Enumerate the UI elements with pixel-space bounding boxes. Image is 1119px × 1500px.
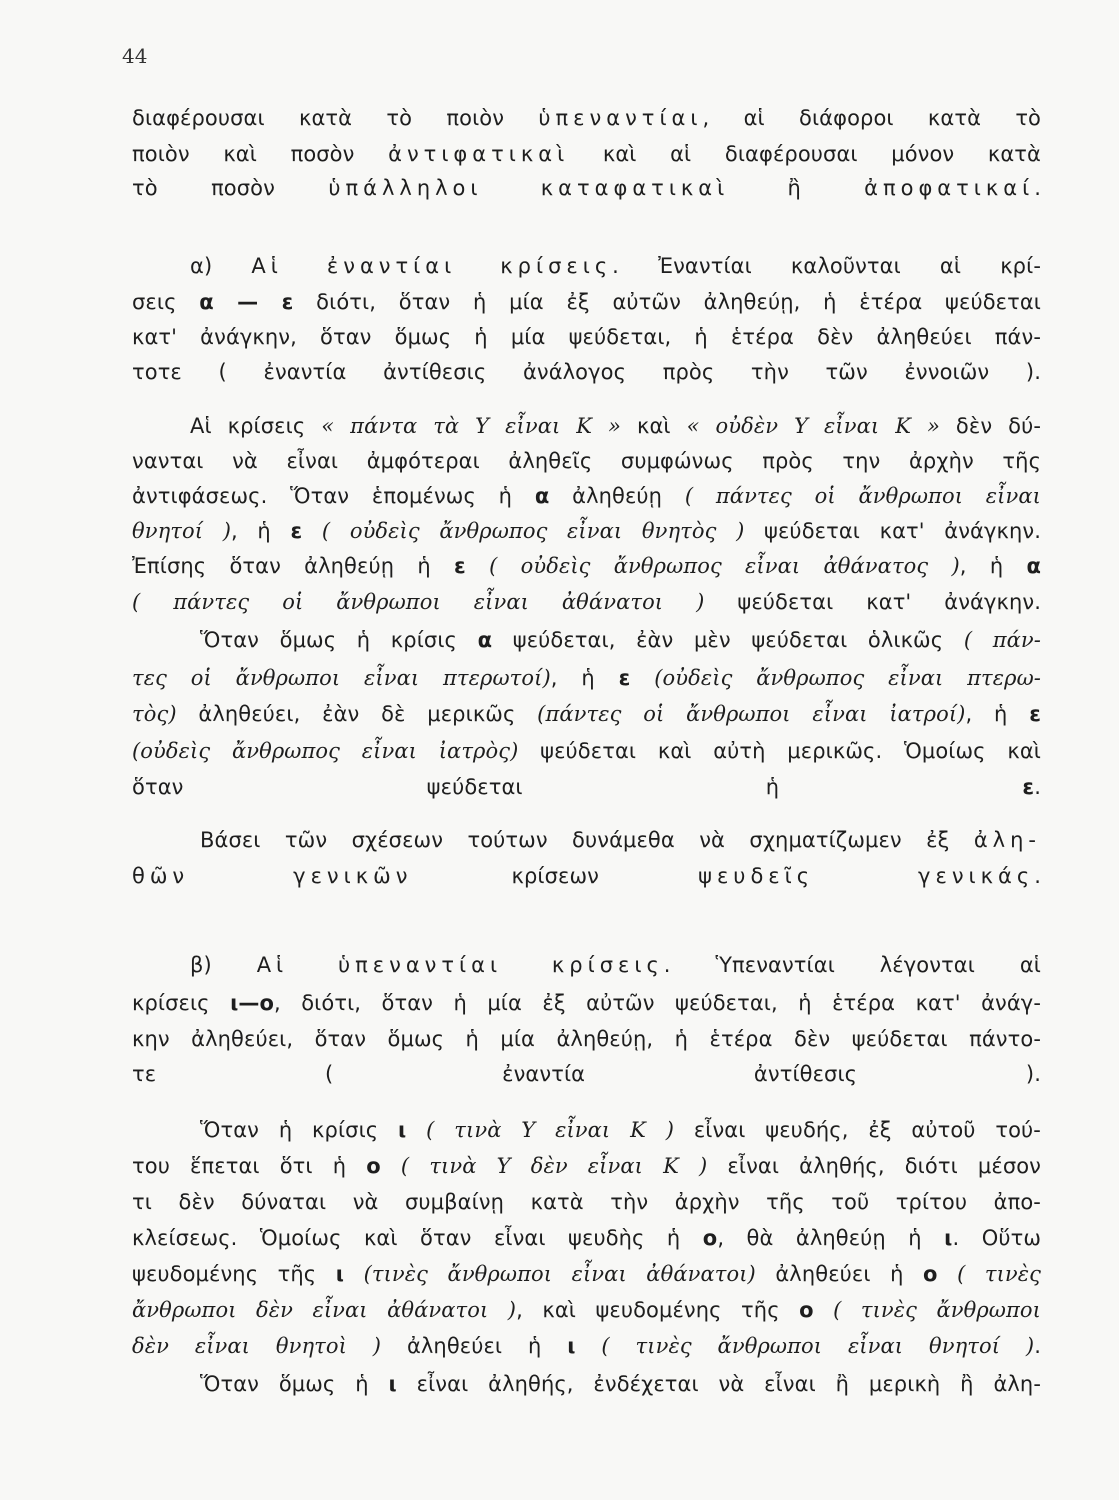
judgment-symbol: ε	[1029, 702, 1041, 726]
text-line	[132, 1224, 1041, 1252]
text-segment	[381, 1154, 401, 1178]
text-segment: β)	[190, 953, 257, 977]
text-segment: , αἱ διάφοροι κατὰ τὸ	[702, 106, 1042, 130]
judgment-symbol: ε	[1022, 775, 1035, 799]
text-segment: , διότι, ὅταν ἡ μία ἐξ αὐτῶν ψεύδεται, ἡ ἑτέρα κατ' ἀνάγ-	[274, 991, 1041, 1015]
spaced-term: ὑπάλληλοι καταφατικαὶ ἢ ἀποφατικαί	[328, 176, 1035, 200]
text-line	[200, 826, 1041, 854]
judgment-symbol: ι	[944, 1226, 953, 1250]
text-line	[132, 552, 1041, 580]
text-segment: εἶναι ἀληθής, διότι μέσον	[707, 1154, 1042, 1178]
text-segment: ἀντιφάσεως. Ὅταν ἑπομένως ἡ	[132, 484, 535, 508]
spaced-term: ψευδεῖς γενικάς	[698, 864, 1035, 888]
text-segment: τοτε ( ἐναντία ἀντίθεσις ἀνάλογος πρὸς τὴν τῶν ἐννοιῶν ).	[132, 360, 1041, 384]
text-segment	[938, 1262, 958, 1286]
text-line	[132, 1260, 1041, 1288]
italic-example: ( πάν-	[963, 628, 1041, 652]
spaced-term: Αἱ ἐναντίαι κρίσεις	[251, 254, 613, 278]
text-segment: Βάσει τῶν σχέσεων τούτων δυνάμεθα νὰ σχηματίζωμεν ἐξ	[200, 828, 974, 852]
judgment-symbol: ι—ο	[230, 991, 274, 1015]
text-segment: κατ' ἀνάγκην, ὅταν ὅμως ἡ μία ψεύδεται, ἡ ἑτέρα δὲν ἀληθεύει πάν-	[132, 325, 1041, 349]
text-segment: ψευδομένης τῆς	[132, 1262, 336, 1286]
text-segment: Αἱ κρίσεις	[190, 414, 322, 438]
text-segment: , ἡ	[550, 666, 619, 690]
text-segment: Ὅταν ὅμως ἡ	[200, 1372, 389, 1396]
text-segment: .	[1034, 775, 1041, 799]
text-segment	[466, 554, 489, 578]
text-line	[132, 1025, 1041, 1053]
text-line	[132, 989, 1041, 1017]
text-segment: , ἡ	[231, 519, 291, 543]
text-segment: . Οὕτω	[952, 1226, 1042, 1250]
text-line	[200, 626, 1041, 654]
italic-example: ἄνθρωποι δὲν εἶναι ἀθάνατοι )	[132, 1298, 517, 1322]
text-segment: Ἐπίσης ὅταν ἀληθεύῃ ἡ	[132, 554, 455, 578]
text-line	[132, 517, 1041, 545]
judgment-symbol: α	[477, 628, 493, 652]
text-segment: .	[1034, 864, 1041, 888]
text-segment: , καὶ ψευδομένης τῆς	[516, 1298, 800, 1322]
text-segment	[630, 666, 654, 690]
text-line	[132, 288, 1041, 316]
text-segment	[814, 1298, 833, 1322]
text-line	[132, 588, 1041, 616]
judgment-symbol: ο	[923, 1262, 938, 1286]
italic-example: (πάντες οἱ ἄνθρωποι εἶναι ἰατροί)	[537, 702, 966, 726]
text-line	[132, 700, 1041, 728]
text-segment: ὅταν ψεύδεται ἡ	[132, 775, 1023, 799]
italic-example: ( οὐδεὶς ἄνθρωπος εἶναι θνητὸς )	[321, 519, 745, 543]
text-segment	[406, 1118, 426, 1142]
italic-example: δὲν εἶναι θνητοὶ )	[132, 1334, 382, 1358]
text-line	[132, 104, 1041, 132]
text-segment: κην ἀληθεύει, ὅταν ὅμως ἡ μία ἀληθεύῃ, ἡ ἑτέρα δὲν ψεύδεται πάντο-	[132, 1027, 1041, 1051]
text-segment: , ἡ	[965, 702, 1030, 726]
text-line	[132, 358, 1041, 386]
text-segment: κρίσεις	[132, 991, 231, 1015]
italic-example: ( τινὰ Υ εἶναι Κ )	[426, 1118, 674, 1142]
text-segment: τι δὲν δύναται νὰ συμβαίνῃ κατὰ τὴν ἀρχὴν τῆς τοῦ τρίτου ἀπο-	[132, 1190, 1041, 1214]
spaced-term: ὑπεναντίαι	[538, 106, 703, 130]
italic-example: τες οἱ ἄνθρωποι εἶναι πτερωτοί)	[132, 666, 551, 690]
text-segment: τὸ ποσὸν	[132, 176, 329, 200]
judgment-symbol: ε	[618, 666, 631, 690]
judgment-symbol: ο	[366, 1154, 381, 1178]
text-line	[132, 1060, 1041, 1088]
judgment-symbol: ε	[454, 554, 466, 578]
text-segment: ἀληθεύει ἡ	[381, 1334, 568, 1358]
text-segment: δὲν δύ-	[939, 414, 1042, 438]
italic-example: (οὐδεὶς ἄνθρωπος εἶναι πτερω-	[654, 666, 1041, 690]
text-line	[132, 664, 1041, 692]
text-line	[132, 1188, 1041, 1216]
text-line	[132, 862, 1041, 890]
judgment-symbol: ι	[567, 1334, 576, 1358]
judgment-symbol: ε	[290, 519, 303, 543]
text-segment: α)	[190, 254, 252, 278]
italic-example: ( πάντες οἱ ἄνθρωποι εἶναι ἀθάνατοι )	[132, 590, 705, 614]
text-line	[200, 1370, 1041, 1398]
spaced-term: ἀντιφατικαὶ	[388, 142, 570, 166]
page-number: 44	[122, 44, 148, 68]
italic-example: ( πάντες οἱ ἄνθρωποι εἶναι	[684, 484, 1041, 508]
text-segment: του ἕπεται ὅτι ἡ	[132, 1154, 367, 1178]
text-line	[132, 174, 1041, 202]
text-segment: καὶ	[621, 414, 687, 438]
text-line	[132, 1152, 1041, 1180]
italic-example: (τινὲς ἄνθρωποι εἶναι ἀθάνατοι)	[363, 1262, 756, 1286]
italic-example: (οὐδεὶς ἄνθρωπος εἶναι ἰατρὸς)	[132, 739, 519, 763]
text-segment	[576, 1334, 602, 1358]
spaced-term: θῶν γενικῶν	[132, 864, 413, 888]
text-segment: .	[1034, 176, 1041, 200]
italic-example: « οὐδὲν Υ εἶναι Κ »	[686, 414, 940, 438]
text-segment: κλείσεως. Ὁμοίως καὶ ὅταν εἶναι ψευδὴς ἡ	[132, 1226, 703, 1250]
italic-example: θνητοί )	[132, 519, 232, 543]
text-segment: .	[1034, 1334, 1041, 1358]
text-segment: καὶ αἱ διαφέρουσαι μόνον κατὰ	[569, 142, 1041, 166]
text-line	[132, 1296, 1041, 1324]
judgment-symbol: α	[1026, 554, 1041, 578]
text-segment: διαφέρουσαι κατὰ τὸ ποιὸν	[132, 106, 539, 130]
italic-example: « πάντα τὰ Υ εἶναι Κ »	[321, 414, 622, 438]
text-segment: , ἡ	[959, 554, 1027, 578]
judgment-symbol: ι	[388, 1372, 397, 1396]
judgment-symbol: ι	[335, 1262, 345, 1286]
text-segment	[302, 519, 322, 543]
text-segment: σεις	[132, 290, 200, 314]
judgment-symbol: ι	[398, 1118, 407, 1142]
italic-example: ( τινὲς ἄνθρωποι	[833, 1298, 1042, 1322]
text-line	[132, 447, 1041, 475]
italic-example: τὸς)	[132, 702, 177, 726]
judgment-symbol: α	[534, 484, 550, 508]
text-segment: ποιὸν καὶ ποσὸν	[132, 142, 389, 166]
text-line	[190, 412, 1041, 440]
text-segment	[344, 1262, 364, 1286]
text-segment: κρίσεων	[412, 864, 699, 888]
judgment-symbol: α — ε	[199, 290, 294, 314]
italic-example: ( οὐδεὶς ἄνθρωπος εἶναι ἀθάνατος )	[489, 554, 960, 578]
text-segment: νανται νὰ εἶναι ἀμφότεραι ἀληθεῖς συμφώνως πρὸς την ἀρχὴν τῆς	[132, 449, 1041, 473]
spaced-term: ἀλη-	[973, 828, 1041, 852]
text-segment: ψεύδεται κατ' ἀνάγκην.	[704, 590, 1042, 614]
text-segment: ψεύδεται κατ' ἀνάγκην.	[744, 519, 1042, 543]
text-segment: , θὰ ἀληθεύῃ ἡ	[717, 1226, 945, 1250]
text-segment: εἶναι ψευδής, ἐξ αὐτοῦ τού-	[674, 1118, 1041, 1142]
text-segment: ψεύδεται καὶ αὐτὴ μερικῶς. Ὁμοίως καὶ	[518, 739, 1041, 763]
text-segment: Ὅταν ὅμως ἡ κρίσις	[200, 628, 478, 652]
text-segment: . Ἐναντίαι καλοῦνται αἱ κρί-	[612, 254, 1041, 278]
text-segment: ἀληθεύῃ	[549, 484, 685, 508]
italic-example: ( τινὰ Υ δὲν εἶναι Κ )	[400, 1154, 708, 1178]
text-segment: διότι, ὅταν ἡ μία ἐξ αὐτῶν ἀληθεύῃ, ἡ ἑτέρα ψεύδεται	[293, 290, 1041, 314]
text-segment: ἀληθεύει, ἐὰν δὲ μερικῶς	[176, 702, 538, 726]
text-line	[132, 1332, 1041, 1360]
italic-example: ( τινὲς ἄνθρωποι εἶναι θνητοί )	[601, 1334, 1035, 1358]
text-segment: Ὅταν ἡ κρίσις	[200, 1118, 399, 1142]
text-line	[200, 1116, 1041, 1144]
text-line	[132, 773, 1041, 801]
text-segment: τε ( ἐναντία ἀντίθεσις ).	[132, 1062, 1041, 1086]
spaced-term: Αἱ ὑπεναντίαι κρίσεις	[256, 953, 664, 977]
text-line	[132, 482, 1041, 510]
judgment-symbol: ο	[702, 1226, 718, 1250]
text-line	[132, 140, 1041, 168]
section-heading-beta	[190, 951, 1041, 979]
text-segment: εἶναι ἀληθής, ἐνδέχεται νὰ εἶναι ἢ μερικὴ ἢ ἀλη-	[396, 1372, 1041, 1396]
section-heading-alpha	[190, 252, 1041, 280]
text-line	[132, 737, 1041, 765]
text-line	[132, 323, 1041, 351]
italic-example: ( τινὲς	[957, 1262, 1042, 1286]
text-segment: . Ὑπεναντίαι λέγονται αἱ	[663, 953, 1041, 977]
text-segment: ψεύδεται, ἐὰν μὲν ψεύδεται ὁλικῶς	[492, 628, 964, 652]
text-segment: ἀληθεύει ἡ	[755, 1262, 923, 1286]
judgment-symbol: ο	[799, 1298, 814, 1322]
